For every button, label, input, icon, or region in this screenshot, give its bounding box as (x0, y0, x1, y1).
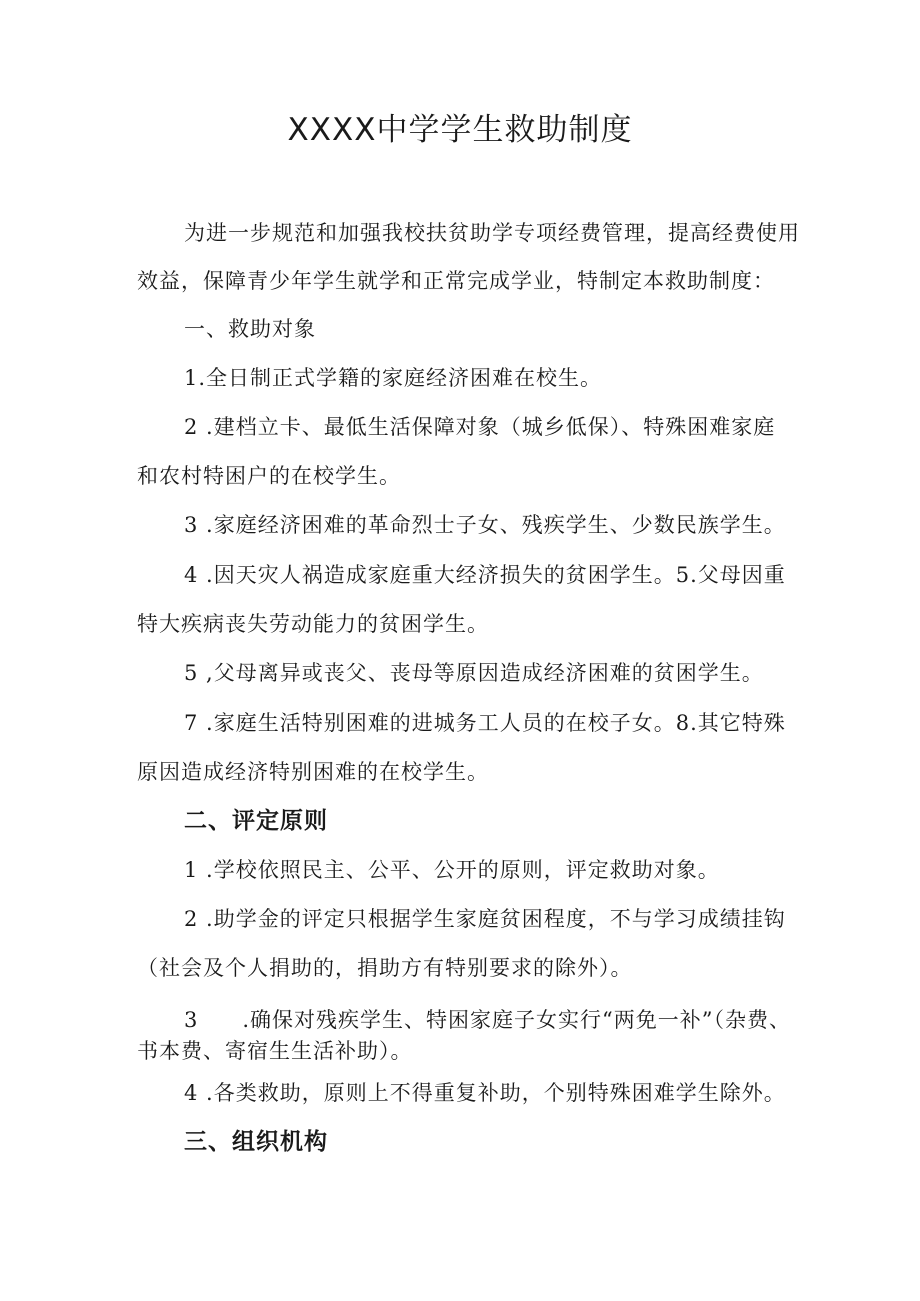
list-item: 4 .各类救助，原则上不得重复补助，个别特殊困难学生除外。 (184, 1081, 786, 1105)
list-item: 3 .确保对残疾学生、特困家庭子女实行“两免一补”（杂费、 (184, 1008, 792, 1032)
section-heading-organization: 三、组织机构 (184, 1129, 328, 1155)
list-item-continuation: 书本费、寄宿生生活补助）。 (137, 1039, 413, 1063)
list-item: 4 .因天灾人祸造成家庭重大经济损失的贫困学生。5.父母因重 (184, 563, 786, 587)
list-item: 1.全日制正式学籍的家庭经济困难在校生。 (184, 366, 603, 390)
list-item: 5 ,父母离异或丧父、丧母等原因造成经济困难的贫困学生。 (184, 661, 764, 685)
intro-line-2: 效益，保障青少年学生就学和正常完成学业，特制定本救助制度： (137, 269, 775, 293)
list-item: 1 .学校依照民主、公平、公开的原则，评定救助对象。 (184, 858, 720, 882)
list-item: 3 .家庭经济困难的革命烈士子女、残疾学生、少数民族学生。 (184, 513, 786, 537)
section-heading-principles: 二、评定原则 (184, 808, 328, 834)
list-item-continuation: 原因造成经济特别困难的在校学生。 (137, 760, 489, 784)
section-heading-recipients: 一、救助对象 (184, 317, 316, 341)
list-item-continuation: 和农村特困户的在校学生。 (137, 464, 401, 488)
list-item: 2 .建档立卡、最低生活保障对象（城乡低保）、特殊困难家庭 (184, 415, 776, 439)
list-item: 2 .助学金的评定只根据学生家庭贫困程度，不与学习成绩挂钩 (184, 907, 786, 931)
list-item-continuation: 特大疾病丧失劳动能力的贫困学生。 (137, 612, 489, 636)
document-title: XXXX中学学生救助制度 (287, 112, 633, 148)
list-item: 7 .家庭生活特别困难的进城务工人员的在校子女。8.其它特殊 (184, 711, 786, 735)
intro-line-1: 为进一步规范和加强我校扶贫助学专项经费管理，提高经费使用 (184, 221, 800, 245)
list-item-continuation: （社会及个人捐助的，捐助方有特别要求的除外）。 (137, 956, 633, 980)
